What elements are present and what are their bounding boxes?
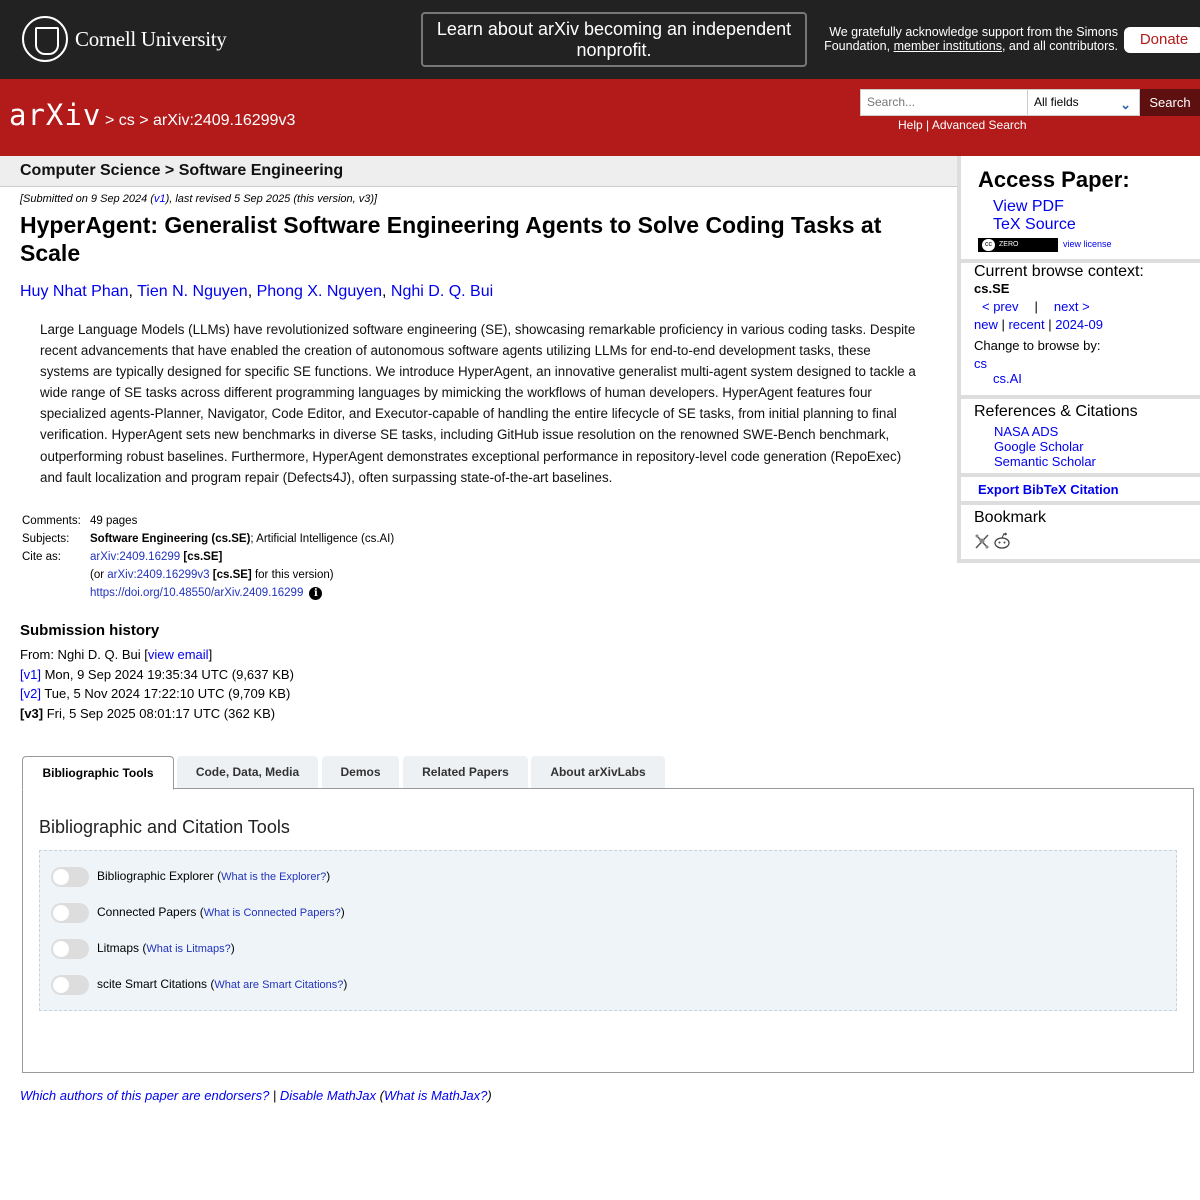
author-sep: , (382, 283, 391, 300)
view-pdf-link[interactable]: View PDF (993, 198, 1064, 215)
submitter-pre: From: Nghi D. Q. Bui [ (20, 647, 148, 662)
scite-toggle[interactable] (51, 975, 89, 995)
metadata-table (22, 512, 394, 603)
browse-context-title: Current browse context: (974, 263, 1144, 280)
subject-heading: Computer Science > Software Engineering (20, 162, 344, 179)
recent-link[interactable]: recent (1008, 317, 1045, 332)
toggle-help-link[interactable]: What is Connected Papers? (203, 907, 341, 919)
cc-logo-icon: cc (982, 239, 995, 251)
version-line (20, 684, 294, 704)
tab-about-arxivlabs[interactable]: About arXivLabs (531, 756, 665, 789)
submission-history-title: Submission history (20, 622, 160, 639)
comments-row (22, 512, 394, 530)
doi-value (90, 584, 394, 603)
cite-row (22, 548, 394, 566)
month-link[interactable]: 2024-09 (1055, 317, 1103, 332)
references-list (994, 424, 1096, 470)
reddit-icon[interactable] (995, 533, 1009, 548)
new-link[interactable]: new (974, 317, 998, 332)
support-acknowledgement (818, 25, 1118, 53)
search-input[interactable]: Search... (860, 89, 1028, 116)
bibliographic-explorer-toggle[interactable] (51, 867, 89, 887)
advanced-search-link[interactable]: Advanced Search (931, 118, 1027, 132)
version-date: Fri, 5 Sep 2025 08:01:17 UTC (362 KB) (43, 705, 276, 721)
tab-code-data-media[interactable]: Code, Data, Media (177, 756, 318, 789)
search-button[interactable]: Search (1140, 89, 1200, 116)
comments-value: 49 pages (90, 515, 138, 527)
pipe-sep: | (1044, 317, 1056, 332)
version-line (20, 704, 294, 724)
arxiv-version-link[interactable]: arXiv:2409.16299v3 (107, 569, 210, 581)
author-sep: , (247, 283, 257, 300)
subjects-label: Subjects: (22, 533, 70, 545)
toggle-row-bibliographic-explorer: Bibliographic Explorer (What is the Explorer?) (51, 865, 330, 887)
support-text-pre: We gratefully acknowledge support from the Simons Foundation, (824, 25, 1118, 53)
subjects-row (22, 530, 394, 548)
disable-mathjax-link[interactable]: Disable MathJax (279, 1088, 377, 1103)
bibsonomy-icon[interactable] (976, 535, 989, 549)
author-link[interactable]: Tien N. Nguyen (137, 283, 248, 300)
pipe-sep: | (997, 317, 1009, 332)
cornell-university-logo[interactable]: Cornell University (75, 27, 227, 51)
version-category: [cs.SE] (212, 569, 252, 581)
toggle-row-connected-papers: Connected Papers (What is Connected Papers?) (51, 901, 345, 923)
dateline-pre: [Submitted on 9 Sep 2024 ( (20, 193, 154, 205)
help-divider: | (922, 118, 932, 132)
author-link[interactable]: Huy Nhat Phan (20, 283, 129, 300)
help-link[interactable]: Help (898, 118, 923, 132)
submitter-line (20, 645, 294, 665)
browse-csai-link[interactable]: cs.AI (993, 371, 1022, 386)
tex-source-link[interactable]: TeX Source (993, 216, 1076, 233)
author-link[interactable]: Phong X. Nguyen (256, 283, 383, 300)
cornell-seal-icon[interactable] (22, 16, 68, 62)
export-bibtex-link[interactable]: Export BibTeX Citation (978, 482, 1119, 497)
connected-papers-toggle[interactable] (51, 903, 89, 923)
tab-demos[interactable]: Demos (322, 756, 399, 789)
bookmark-icon-set (974, 532, 1014, 550)
toggle-label: Bibliographic Explorer (97, 869, 214, 883)
arxiv-logo[interactable]: arXiv (9, 98, 102, 132)
footer-sep: | (269, 1088, 280, 1103)
doi-row (22, 584, 394, 603)
litmaps-toggle[interactable] (51, 939, 89, 959)
bookmark-title: Bookmark (974, 509, 1047, 526)
author-link[interactable]: Nghi D. Q. Bui (390, 283, 494, 300)
dateline-post: ), last revised 5 Sep 2025 (this version, v3)] (165, 193, 378, 205)
secondary-subjects: ; Artificial Intelligence (cs.AI) (250, 533, 395, 545)
sidebar-divider (961, 395, 1200, 399)
search-field-select[interactable] (1027, 89, 1140, 116)
cite-category: [cs.SE] (183, 551, 223, 563)
subjects-value (90, 530, 394, 548)
browse-prev-next (982, 299, 1090, 314)
abstract: Large Language Models (LLMs) have revolutionized software engineering (SE), showcasing remarkable proficiency in various coding tasks. Despite recent advancements that have enabled the creation of autonomous software agents utilizing LLMs for end-to-end development tasks, these systems are typically designed for specific SE functions. We introduce HyperAgent, an innovative generalist multi-agent system designed to tackle a wide range of SE tasks across different programming languages by mimicking the workflows of human developers. HyperAgent features four specialized agents-Planner, Navigator, Code Editor, and Executor-capable of handling the entire lifecycle of SE tasks, from initial planning to final verification. HyperAgent sets new benchmarks in diverse SE tasks, including GitHub issue resolution on the renowned SWE-Bench benchmark, outperforming robust baselines. Furthermore, HyperAgent demonstrates exceptional performance in repository-level code generation (RepoExec) and fault localization and program repair (Defects4J), often surpassing state-of-the-art baselines. (40, 322, 916, 485)
chevron-down-icon: ⌄ (1120, 97, 1131, 112)
paper-title: HyperAgent: Generalist Software Engineering Agents to Solve Coding Tasks at Scale (20, 212, 882, 266)
toggle-label: Connected Papers (97, 905, 197, 919)
version-date: Tue, 5 Nov 2024 17:22:10 UTC (9,709 KB) (40, 686, 291, 702)
toggle-row-scite: scite Smart Citations (What are Smart Citations?) (51, 973, 347, 995)
next-link[interactable]: next > (1053, 299, 1090, 314)
nonprofit-announcement-button[interactable]: Learn about arXiv becoming an independent nonprofit. (421, 12, 807, 67)
arxiv-id-link[interactable]: arXiv:2409.16299 (90, 551, 181, 563)
tab-bibliographic-tools[interactable]: Bibliographic Tools (22, 756, 174, 790)
semantic-scholar-link[interactable]: Semantic Scholar (994, 454, 1096, 470)
toggle-label: scite Smart Citations (97, 977, 208, 991)
current-version-label: [v3] (20, 705, 44, 721)
sidebar-divider (961, 501, 1200, 505)
version-link-v2[interactable]: [v2] (20, 686, 41, 702)
toggle-help-link[interactable]: What is Litmaps? (146, 943, 231, 955)
browse-list-links (974, 317, 1103, 332)
version-date: Mon, 9 Sep 2024 19:35:34 UTC (9,637 KB) (40, 666, 294, 682)
cc-zero-license-badge[interactable] (978, 238, 1058, 252)
what-is-mathjax-link[interactable]: What is MathJax? (383, 1088, 488, 1103)
doi-link[interactable]: https://doi.org/10.48550/arXiv.2409.16299 (90, 587, 304, 599)
toggle-label: Litmaps (97, 941, 140, 955)
search-help-links (898, 118, 1027, 132)
footer-links (20, 1088, 492, 1103)
donate-button[interactable]: Donate (1124, 27, 1200, 53)
version-link-v1[interactable]: [v1] (20, 666, 41, 682)
author-sep: , (128, 283, 138, 300)
paren-close: ) (487, 1088, 492, 1103)
primary-subject: Software Engineering (cs.SE) (90, 533, 251, 545)
submission-dateline (20, 193, 377, 205)
author-list (20, 283, 493, 301)
toggle-row-litmaps: Litmaps (What is Litmaps?) (51, 937, 235, 959)
nasa-ads-link[interactable]: NASA ADS (994, 424, 1059, 439)
google-scholar-link[interactable]: Google Scholar (994, 439, 1084, 455)
browse-category: cs.SE (974, 281, 1010, 296)
prev-link[interactable]: < prev (982, 299, 1019, 314)
support-text-post: , and all contributors. (1001, 39, 1118, 53)
version-post: for this version) (251, 569, 334, 581)
version-row (22, 566, 394, 584)
nav-separator: | (1034, 299, 1038, 314)
endorsers-link[interactable]: Which authors of this paper are endorsers? (20, 1088, 270, 1103)
paren-open: ( (376, 1088, 384, 1103)
version-pre: (or (90, 569, 108, 581)
toggle-help-link[interactable]: What is the Explorer? (221, 871, 327, 883)
view-email-link[interactable]: view email (147, 647, 209, 662)
breadcrumb[interactable]: > cs > arXiv:2409.16299v3 (105, 112, 296, 129)
view-license-link[interactable]: view license (1063, 239, 1112, 249)
comments-label: Comments: (22, 515, 81, 527)
change-browse-title: Change to browse by: (974, 338, 1101, 353)
bookmark-icons (974, 532, 1014, 555)
access-paper-title: Access Paper: (978, 167, 1130, 192)
search-field-value: All fields (1034, 95, 1079, 109)
browse-cs-link[interactable]: cs (974, 356, 987, 371)
references-citations-title: References & Citations (974, 403, 1138, 420)
sidebar-divider (961, 473, 1200, 477)
member-institutions-link[interactable]: member institutions (893, 39, 1002, 53)
cite-label: Cite as: (22, 551, 61, 563)
toggle-help-link[interactable]: What are Smart Citations? (214, 979, 344, 991)
submission-history (20, 645, 294, 723)
panel-title: Bibliographic and Citation Tools (39, 817, 290, 837)
version-value (90, 566, 394, 584)
tab-related-papers[interactable]: Related Papers (403, 756, 528, 789)
cite-value (90, 548, 394, 566)
cc-badge-text: ZERO (999, 241, 1019, 248)
version-line (20, 665, 294, 685)
v1-link[interactable]: v1 (153, 193, 166, 205)
submitter-post: ] (208, 647, 213, 662)
info-icon[interactable]: i (309, 587, 322, 600)
